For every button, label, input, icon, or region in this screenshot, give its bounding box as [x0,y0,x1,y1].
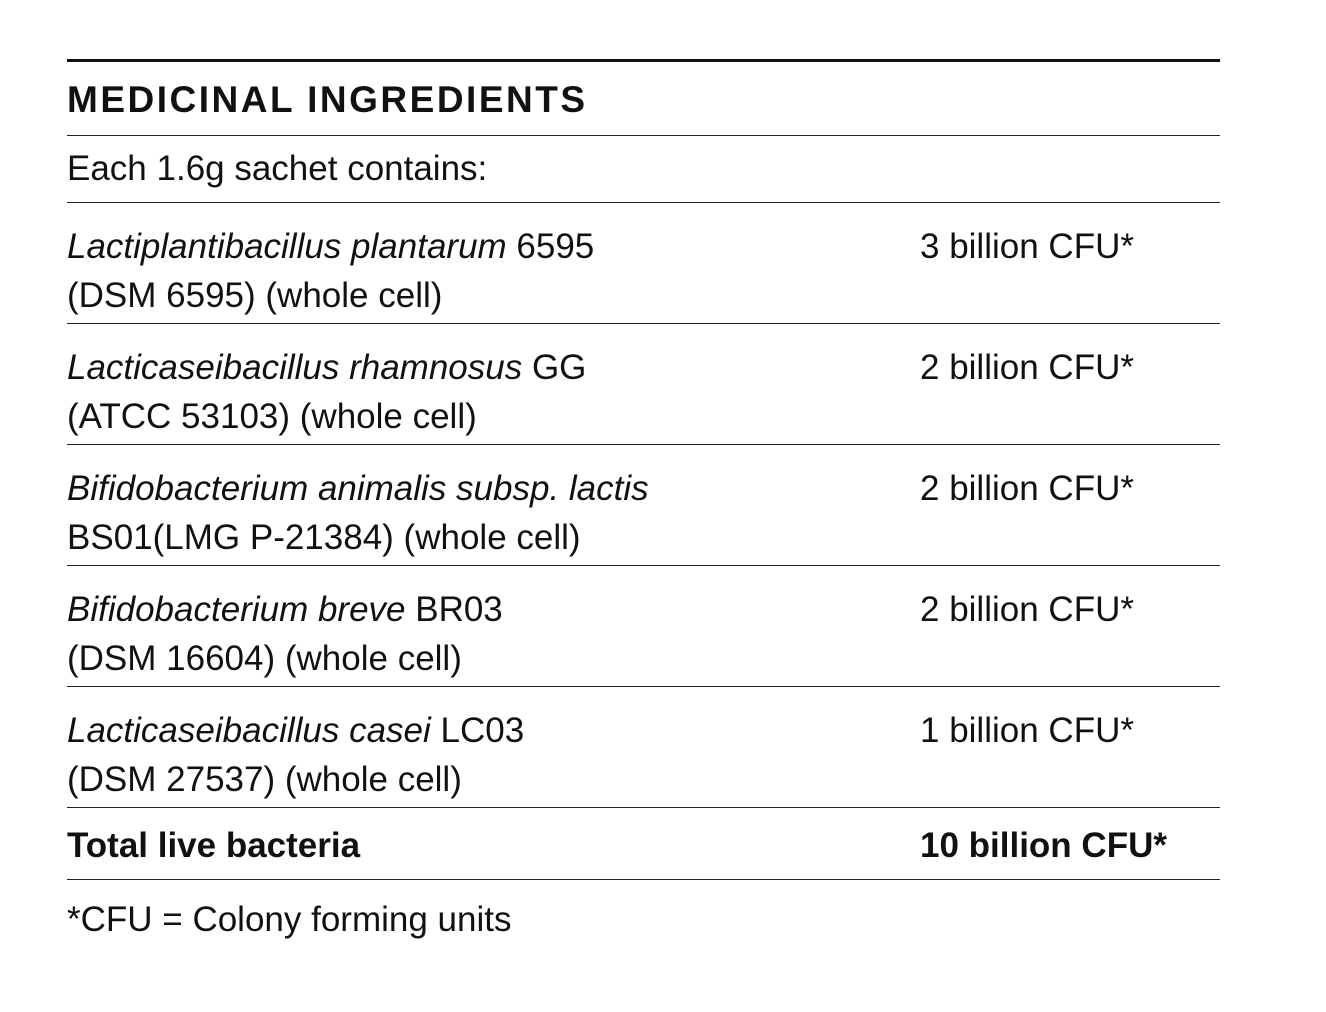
species-name: Lactiplantibacillus plantarum [67,227,507,266]
strain-code: LC03 [430,711,525,750]
strain-code: 6595 [506,227,595,266]
ingredient-quantity: 2 billion CFU* [920,469,1134,508]
strain-detail: BS01(LMG P-21384) (whole cell) [67,518,581,557]
strain-code: BR03 [405,590,503,629]
ingredient-quantity: 3 billion CFU* [920,227,1134,266]
species-name: Lacticaseibacillus casei [67,711,431,750]
section-heading: MEDICINAL INGREDIENTS [67,62,1220,136]
sachet-intro: Each 1.6g sachet contains: [67,136,1220,203]
ingredient-row [67,687,1220,808]
ingredient-row [67,203,1220,324]
strain-detail: (DSM 27537) (whole cell) [67,760,462,799]
ingredient-name [67,464,907,562]
ingredient-row [67,566,1220,687]
species-name: Lacticaseibacillus rhamnosus [67,348,523,387]
ingredient-name [67,585,907,683]
ingredient-row [67,445,1220,566]
total-label: Total live bacteria [67,826,361,865]
species-name: Bifidobacterium breve [67,590,406,629]
strain-detail: (ATCC 53103) (whole cell) [67,397,477,436]
ingredient-name [67,706,907,804]
strain-code: GG [522,348,587,387]
ingredient-quantity: 1 billion CFU* [920,711,1134,750]
species-name: Bifidobacterium animalis subsp. lactis [67,469,649,508]
cfu-footnote: *CFU = Colony forming units [67,900,512,939]
medicinal-ingredients-panel [67,59,1220,944]
strain-detail: (DSM 16604) (whole cell) [67,639,462,678]
strain-detail: (DSM 6595) (whole cell) [67,276,443,315]
total-quantity: 10 billion CFU* [920,826,1167,865]
ingredient-quantity: 2 billion CFU* [920,590,1134,629]
ingredient-name [67,343,907,441]
ingredient-row [67,324,1220,445]
ingredient-quantity: 2 billion CFU* [920,348,1134,387]
ingredient-name [67,222,907,320]
total-row [67,808,1220,880]
